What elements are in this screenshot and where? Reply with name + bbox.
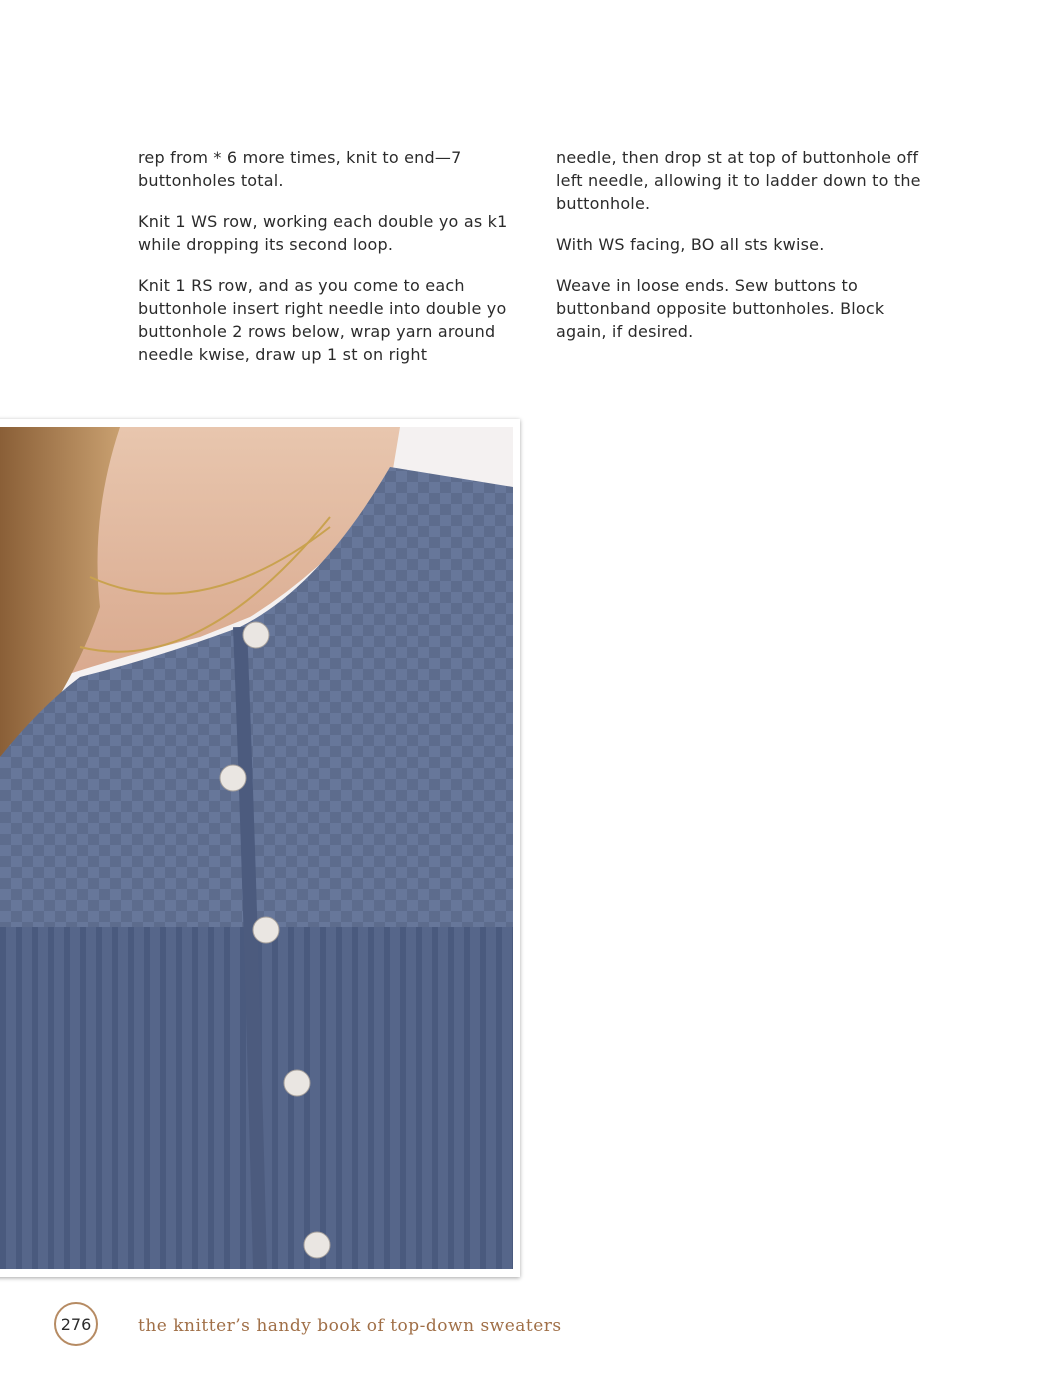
left-text-column	[138, 146, 518, 384]
button-icon	[253, 917, 279, 943]
running-title: the knitter’s handy book of top-down sweaters	[138, 1316, 562, 1336]
page-number-text: 276	[60, 1314, 92, 1334]
page-number	[54, 1302, 98, 1346]
paragraph: rep from * 6 more times, knit to end—7 buttonholes total.	[138, 148, 462, 190]
paragraph: Weave in loose ends. Sew buttons to buttonband opposite buttonholes. Block again, if desired.	[556, 276, 885, 341]
paragraph: With WS facing, BO all sts kwise.	[556, 235, 825, 254]
paragraph: Knit 1 WS row, working each double yo as k1 while dropping its second loop.	[138, 212, 508, 254]
button-icon	[220, 765, 246, 791]
paragraph: Knit 1 RS row, and as you come to each buttonhole insert right needle into double yo buttonhole 2 rows below, wrap yarn around needle kwise, draw up 1 st on right	[138, 276, 507, 364]
button-icon	[284, 1070, 310, 1096]
sweater-photo	[0, 427, 513, 1269]
right-text-column	[556, 146, 936, 361]
paragraph: needle, then drop st at top of buttonhole off left needle, allowing it to ladder down to the buttonhole.	[556, 148, 921, 213]
button-icon	[243, 622, 269, 648]
button-icon	[304, 1232, 330, 1258]
